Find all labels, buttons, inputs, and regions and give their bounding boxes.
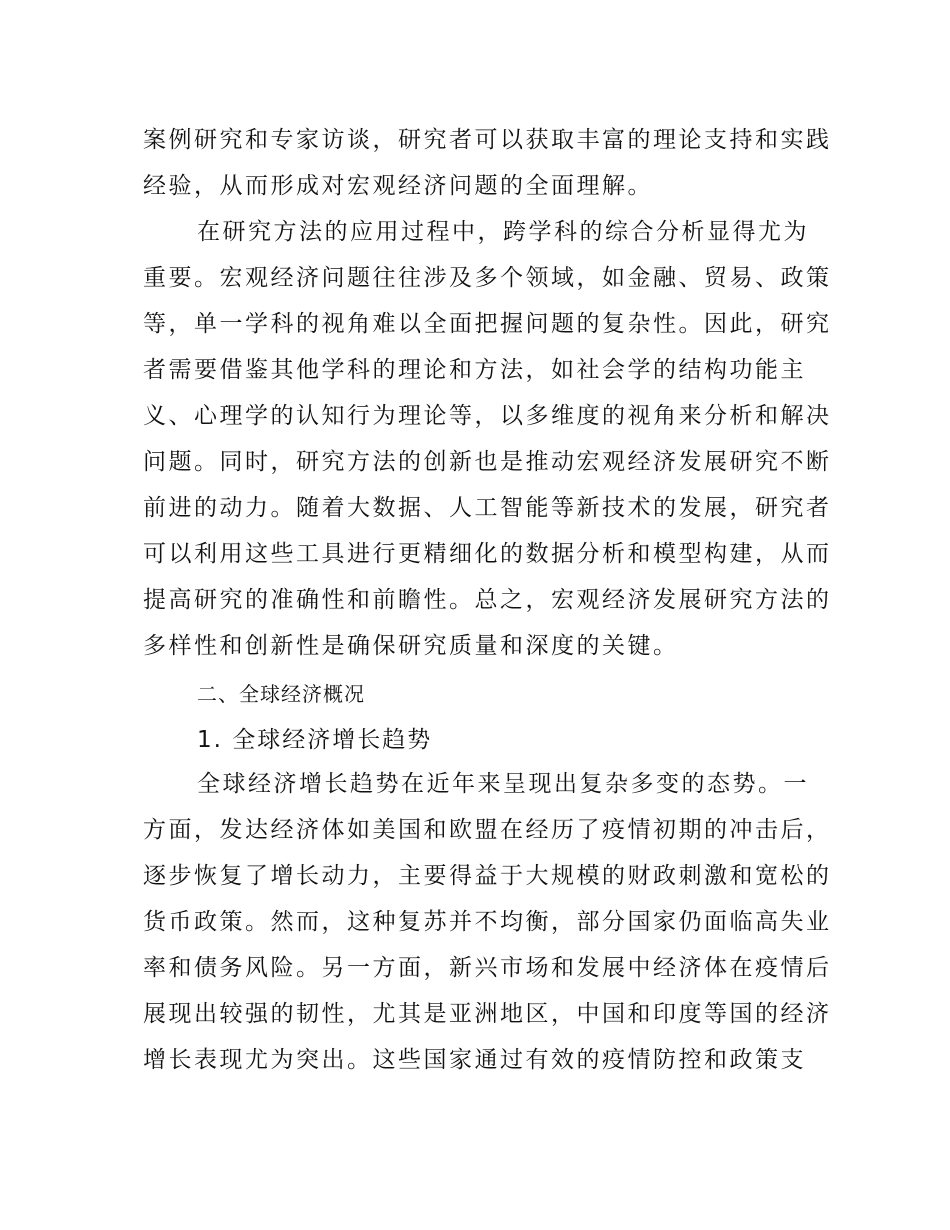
text-line: 全球经济增长趋势在近年来呈现出复杂多变的态势。一 <box>197 771 809 797</box>
text-line: 可以利用这些工具进行更精细化的数据分析和模型构建，从而 <box>143 541 832 567</box>
text-line: 方面，发达经济体如美国和欧盟在经历了疫情初期的冲击后， <box>143 817 832 843</box>
text-line: 货币政策。然而，这种复苏并不均衡，部分国家仍面临高失业 <box>143 909 832 935</box>
section-heading: 二、全球经济概况 <box>197 682 365 706</box>
text-line: 展现出较强的韧性，尤其是亚洲地区，中国和印度等国的经济 <box>143 1001 832 1027</box>
text-line: 率和债务风险。另一方面，新兴市场和发展中经济体在疫情后 <box>143 955 832 981</box>
text-line: 增长表现尤为突出。这些国家通过有效的疫情防控和政策支 <box>143 1047 806 1073</box>
text-line: 者需要借鉴其他学科的理论和方法，如社会学的结构功能主 <box>143 357 806 383</box>
text-line: 逐步恢复了增长动力，主要得益于大规模的财政刺激和宽松的 <box>143 863 832 889</box>
subsection-heading: 1. 全球经济增长趋势 <box>197 727 433 753</box>
text-line: 在研究方法的应用过程中，跨学科的综合分析显得尤为 <box>197 219 809 245</box>
text-line: 问题。同时，研究方法的创新也是推动宏观经济发展研究不断 <box>143 449 832 475</box>
text-line: 经验，从而形成对宏观经济问题的全面理解。 <box>143 173 653 199</box>
text-line: 多样性和创新性是确保研究质量和深度的关键。 <box>143 633 679 659</box>
text-line: 提高研究的准确性和前瞻性。总之，宏观经济发展研究方法的 <box>143 587 832 613</box>
text-line: 义、心理学的认知行为理论等，以多维度的视角来分析和解决 <box>143 403 832 429</box>
text-line: 案例研究和专家访谈，研究者可以获取丰富的理论支持和实践 <box>143 127 832 153</box>
text-line: 前进的动力。随着大数据、人工智能等新技术的发展，研究者 <box>143 495 832 521</box>
text-line: 等，单一学科的视角难以全面把握问题的复杂性。因此，研究 <box>143 311 832 337</box>
text-line: 重要。宏观经济问题往往涉及多个领域，如金融、贸易、政策 <box>143 265 832 291</box>
